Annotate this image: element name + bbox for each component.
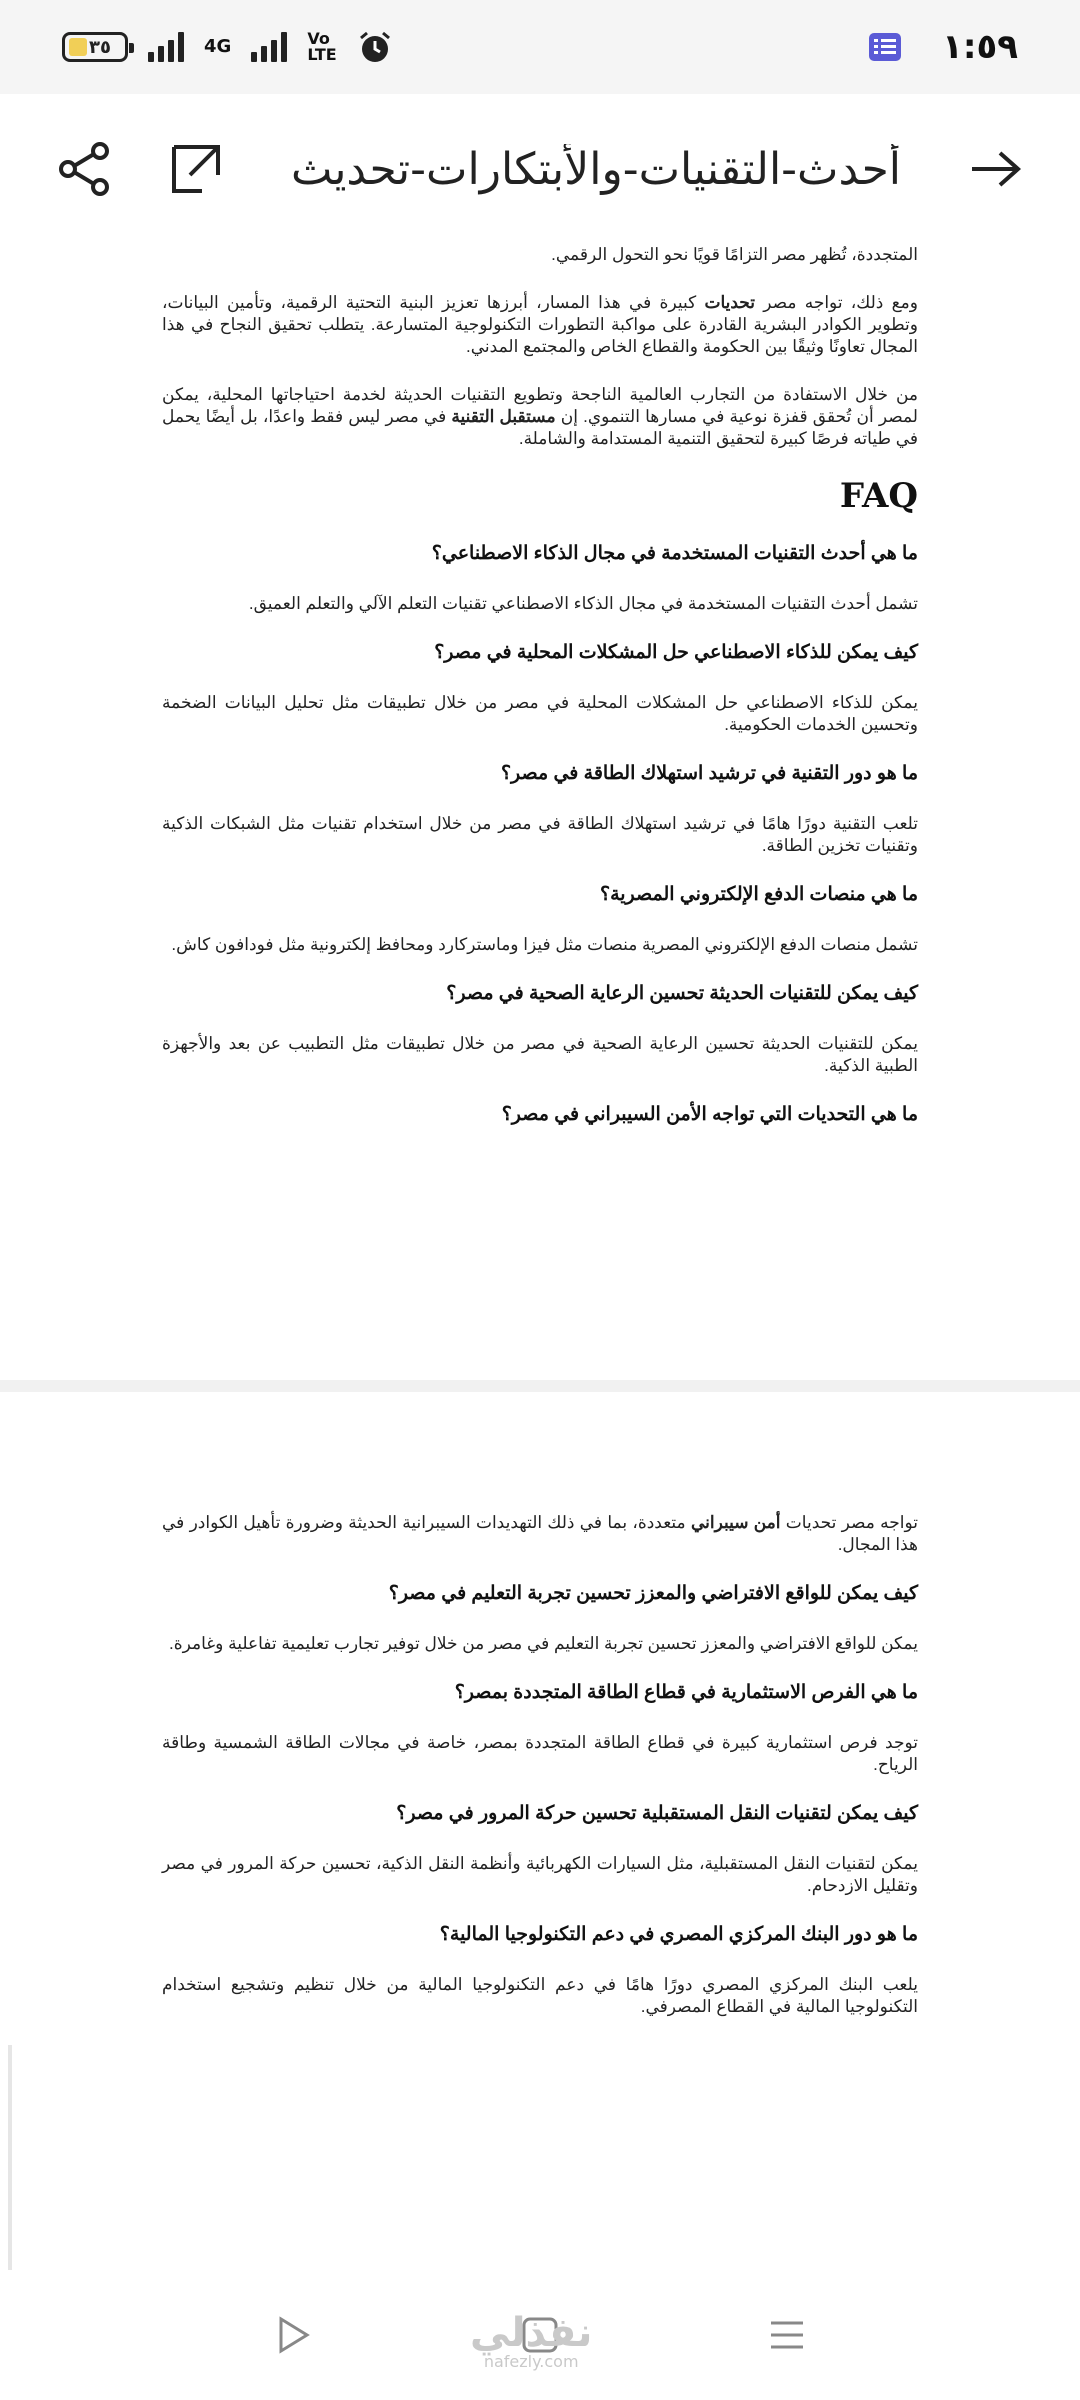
faq-answer: تواجه مصر تحديات أمن سيبراني متعددة، بما في ذلك التهديدات السيبرانية الحديثة وضرورة تأهيل الكوادر في هذا المجال. xyxy=(162,1513,918,1554)
signal-strength-2-icon xyxy=(251,32,287,62)
faq-answer: تشمل منصات الدفع الإلكتروني المصرية منصات مثل فيزا وماستركارد ومحافظ إلكترونية مثل فودافون كاش. xyxy=(171,935,918,954)
faq-answer: يمكن للواقع الافتراضي والمعزز تحسين تجربة التعليم في مصر من خلال توفير تجارب تعليمية تفاعلية وغامرة. xyxy=(168,1634,918,1653)
document-page-1 xyxy=(0,244,1080,1380)
article-paragraph: من خلال الاستفادة من التجارب العالمية الناجحة وتطويع التقنيات الحديثة لخدمة احتياجاتها المحلية، يمكن لمصر أن تُحقق قفزة نوعية في مسارها التنموي. إن مستقبل التقنية في مصر ليس فقط واعدًا، بل أيضًا يحمل في طياته فرصًا كبيرة لتحقيق التنمية المستدامة والشاملة. xyxy=(162,385,918,448)
system-nav-bar xyxy=(0,2270,1080,2400)
signal-strength-icon xyxy=(148,32,184,62)
faq-question: كيف يمكن للتقنيات الحديثة تحسين الرعاية الصحية في مصر؟ xyxy=(446,983,918,1004)
alarm-icon xyxy=(357,29,393,65)
faq-question: كيف يمكن لتقنيات النقل المستقبلية تحسين حركة المرور في مصر؟ xyxy=(396,1803,918,1824)
status-left-group xyxy=(62,29,393,65)
back-button[interactable] xyxy=(968,149,1024,189)
status-right-group xyxy=(868,27,1018,67)
faq-question: ما هي الفرص الاستثمارية في قطاع الطاقة المتجددة بمصر؟ xyxy=(454,1682,918,1703)
faq-question: ما هي التحديات التي تواجه الأمن السيبراني في مصر؟ xyxy=(501,1104,918,1125)
faq-question: كيف يمكن للذكاء الاصطناعي حل المشكلات المحلية في مصر؟ xyxy=(434,642,918,663)
faq-answer: توجد فرص استثمارية كبيرة في قطاع الطاقة المتجددة بمصر، خاصة في مجالات الطاقة الشمسية وطاقة الرياح. xyxy=(162,1733,918,1774)
open-external-icon[interactable] xyxy=(168,141,224,197)
notes-notification-icon xyxy=(868,32,902,62)
watermark-url: nafezly.com xyxy=(483,2352,579,2371)
header-actions xyxy=(56,141,224,197)
app-header xyxy=(0,94,1080,244)
battery-level: ٣٥ xyxy=(89,36,111,58)
volte-line1: Vo xyxy=(307,29,330,48)
faq-answer: يمكن للذكاء الاصطناعي حل المشكلات المحلية في مصر من خلال تطبيقات مثل تحليل البيانات الضخمة وتحسين الخدمات الحكومية. xyxy=(162,693,918,734)
watermark-arabic: نفذلي xyxy=(470,2310,593,2356)
bold-term: مستقبل التقنية xyxy=(451,407,556,426)
faq-question: ما هي منصات الدفع الإلكتروني المصرية؟ xyxy=(600,884,918,905)
bold-term: أمن سيبراني xyxy=(690,1513,781,1532)
share-icon[interactable] xyxy=(56,141,112,197)
faq-answer: يمكن للتقنيات الحديثة تحسين الرعاية الصحية في مصر من خلال تطبيقات مثل التطبيب عن بعد والأجهزة الطبية الذكية. xyxy=(162,1034,918,1075)
faq-answer: تلعب التقنية دورًا هامًا في ترشيد استهلاك الطاقة في مصر من خلال استخدام تقنيات مثل الشبكات الذكية وتقنيات تخزين الطاقة. xyxy=(162,814,918,855)
article-paragraph: ومع ذلك، تواجه مصر تحديات كبيرة في هذا المسار، أبرزها تعزيز البنية التحتية الرقمية، وتأمين البيانات، وتطوير الكوادر البشرية القادرة على مواكبة التطورات التكنولوجية المتسارعة. يتطلب تحقيق النجاح في هذا المجال تعاونًا وثيقًا بين الحكومة والقطاع الخاص والمجتمع المدني. xyxy=(162,293,918,356)
network-type: 4G xyxy=(204,36,232,57)
faq-answer: يمكن لتقنيات النقل المستقبلية، مثل السيارات الكهربائية وأنظمة النقل الذكية، تحسين حركة المرور في مصر وتقليل الازدحام. xyxy=(162,1854,918,1895)
clock: ١:٥٩ xyxy=(942,27,1018,67)
article-paragraph: المتجددة، تُظهر مصر التزامًا قويًا نحو التحول الرقمي. xyxy=(551,245,918,264)
faq-question: كيف يمكن للواقع الافتراضي والمعزز تحسين تجربة التعليم في مصر؟ xyxy=(388,1583,918,1604)
status-bar xyxy=(0,0,1080,94)
faq-question: ما هو دور البنك المركزي المصري في دعم التكنولوجيا المالية؟ xyxy=(439,1924,918,1945)
faq-heading: FAQ xyxy=(839,476,918,516)
volte-line2: LTE xyxy=(307,45,337,64)
faq-question: ما هي أحدث التقنيات المستخدمة في مجال الذكاء الاصطناعي؟ xyxy=(431,543,918,564)
document-title: أحدث-التقنيات-والأبتكارات-تحديث xyxy=(290,143,901,195)
scrollbar[interactable] xyxy=(8,2045,12,2270)
page-separator xyxy=(0,1380,1080,1392)
recents-menu-icon[interactable] xyxy=(767,2315,807,2355)
back-triangle-icon[interactable] xyxy=(273,2315,313,2355)
faq-answer: تشمل أحدث التقنيات المستخدمة في مجال الذكاء الاصطناعي تقنيات التعلم الآلي والتعلم العميق. xyxy=(248,594,918,613)
faq-answer: يلعب البنك المركزي المصري دورًا هامًا في دعم التكنولوجيا المالية من خلال تنظيم وتشجيع استخدام التكنولوجيا المالية في القطاع المصرفي. xyxy=(162,1975,918,2016)
volte-icon xyxy=(307,31,336,63)
home-square-icon[interactable] xyxy=(520,2315,560,2355)
bold-term: تحديات xyxy=(704,293,755,312)
arrow-right-icon xyxy=(968,149,1024,189)
battery-icon xyxy=(62,32,128,62)
document-page-2 xyxy=(0,1392,1080,2270)
faq-question: ما هو دور التقنية في ترشيد استهلاك الطاقة في مصر؟ xyxy=(500,763,918,784)
